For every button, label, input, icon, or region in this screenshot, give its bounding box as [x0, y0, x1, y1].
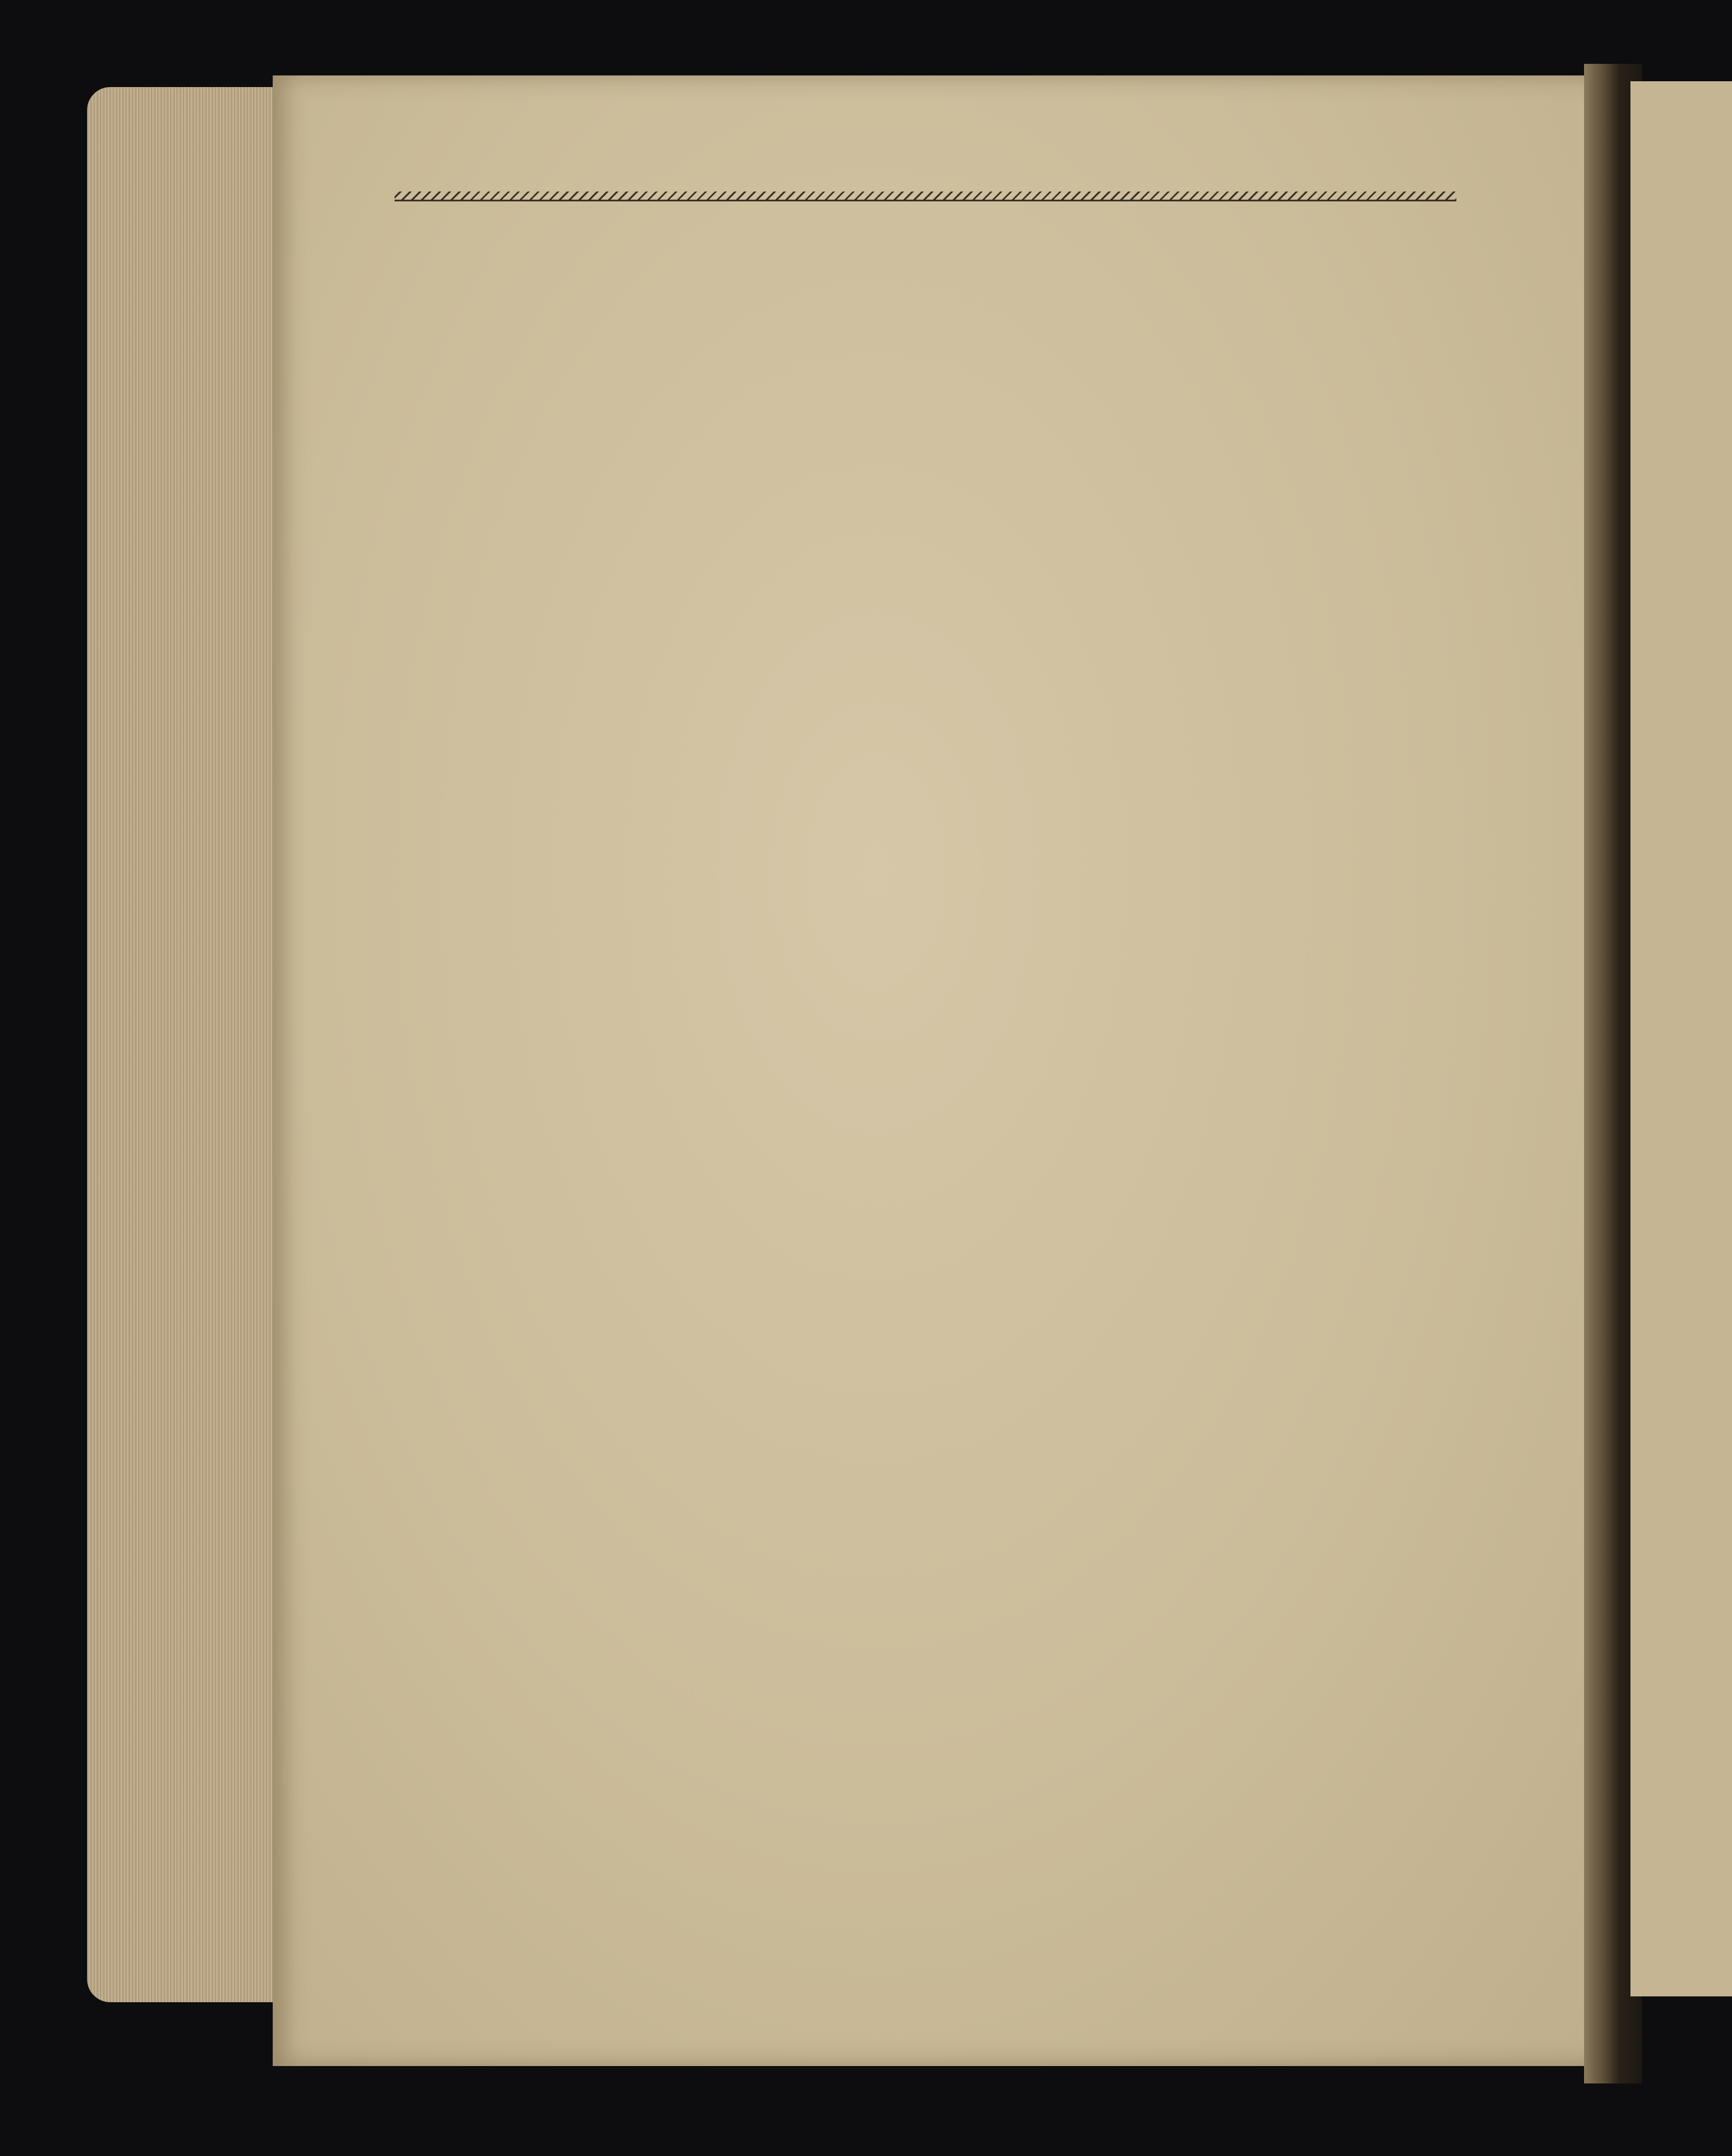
facing-page — [1630, 81, 1732, 1996]
book-page — [273, 75, 1613, 2066]
header-rule — [395, 192, 1456, 201]
book-page-edges — [87, 87, 296, 2002]
